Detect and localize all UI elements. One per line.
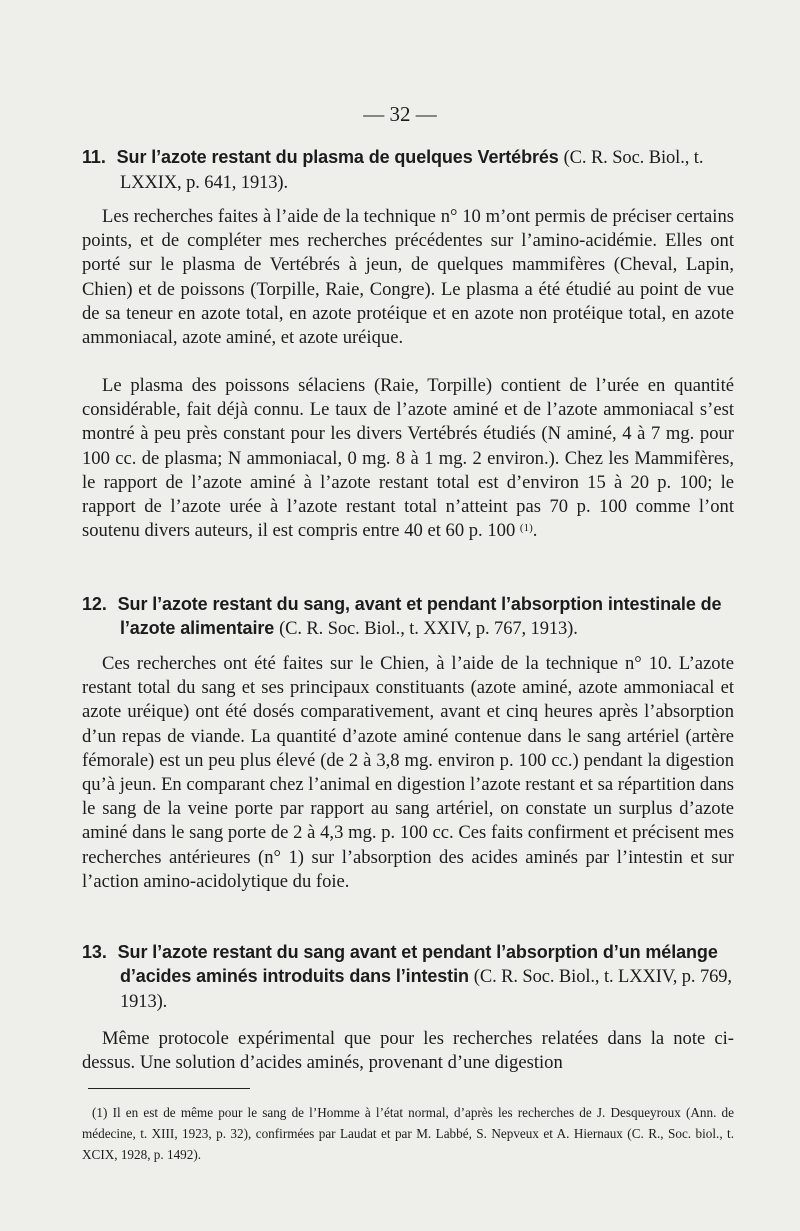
entry-12-heading (82, 592, 732, 641)
footnote-mark: (1) (92, 1105, 108, 1120)
footnote-divider (88, 1088, 250, 1089)
entry-11-heading (82, 145, 732, 195)
entry-11-paragraph-2-text: Le plasma des poissons sélaciens (Raie, Torpille) contient de l’urée en quantité considérable, fait déjà connu. Le taux de l’azote aminé et de l’azote ammoniacal s’est montré à peu près constant pour les divers Vertébrés étudiés (N aminé, 4 à 7 mg. pour 100 cc. de plasma; N ammoniacal, 0 mg. 8 à 1 mg. 2 environ.). Chez les Mammifères, le rapport de l’azote aminé à l’azote restant total est d’environ 15 à 20 p. 100; le rapport de l’azote urée à l’azote restant total n’atteint pas 70 p. 100 comme l’ont soutenu divers auteurs, il est compris entre 40 et 60 p. 100 (82, 375, 734, 542)
entry-12-number: 12. (82, 594, 107, 614)
footnote (82, 1102, 734, 1165)
entry-13-title: Sur l’azote restant du sang avant et pendant l’absorption d’un mélange d’acides aminés introduits dans l’intestin (117, 942, 718, 986)
entry-13-paragraph-1: Même protocole expérimental que pour les recherches relatées dans la note ci-dessus. Une solution d’acides aminés, provenant d’une digestion (82, 1028, 734, 1074)
footnote-reference-mark: (1) (519, 522, 533, 535)
entry-11-paragraph-2: Le plasma des poissons sélaciens (Raie, Torpille) contient de l’urée en quantité considérable, fait déjà connu. Le taux de l’azote aminé et de l’azote ammoniacal s’est montré à peu près constant pour les divers Vertébrés étudiés (N aminé, 4 à 7 mg. pour 100 cc. de plasma; N ammoniacal, 0 mg. 8 à 1 mg. 2 environ.). Chez les Mammifères, le rapport de l’azote aminé à l’azote restant total est d’environ 15 à 20 p. 100; le rapport de l’azote urée à l’azote restant total n’atteint pas 70 p. 100 comme l’ont soutenu divers auteurs, il est compris entre 40 et 60 p. 100 $^{(1)}$. (82, 375, 734, 542)
entry-11-reference: (C. R. Soc. Biol., t. LXXIX, p. 641, 1913). (120, 148, 704, 193)
entry-11-title: Sur l’azote restant du plasma de quelques Vertébrés (116, 147, 559, 167)
entry-11-number: 11. (82, 147, 106, 167)
entry-12-paragraph-1: Ces recherches ont été faites sur le Chien, à l’aide de la technique n° 10. L’azote restant total du sang et ses principaux constituants (azote aminé, azote ammoniacal et azote uréique) ont été dosés comparativement, avant et cinq heures après l’absorption d’un repas de viande. La quantité d’azote aminé contenue dans le sang artériel (artère fémorale) est un peu plus élevé (de 2 à 3,8 mg. environ p. 100 cc.) pendant la digestion qu’à jeun. En comparant chez l’animal en digestion l’azote restant et sa répartition dans le sang de la veine porte par rapport au sang artériel, on constate un surplus d’azote aminé dans le sang porte de 2 à 4,3 mg. p. 100 cc. Ces faits confirment et précisent mes recherches antérieures (n° 1) sur l’absorption des acides aminés par l’intestin et sur l’action amino-acidolytique du foie. (82, 653, 734, 892)
entry-11-paragraph-1: Les recherches faites à l’aide de la technique n° 10 m’ont permis de préciser certains points, et de compléter mes recherches précédentes sur l’amino-acidémie. Elles ont porté sur le plasma de Vertébrés à jeun, de quelques mammifères (Cheval, Lapin, Chien) et de poissons (Torpille, Raie, Congre). Le plasma a été étudié au point de vue de sa teneur en azote total, en azote protéique et en azote non protéique total, en azote ammoniacal, azote aminé, et azote uréique. (82, 206, 734, 349)
entry-13-number: 13. (82, 942, 107, 962)
entry-13-heading (82, 940, 732, 1014)
entry-12-title: Sur l’azote restant du sang, avant et pendant l’absorption intestinale de l’azote alimentaire (117, 594, 722, 638)
footnote-text: Il en est de même pour le sang de l’Homme à l’état normal, d’après les recherches de J. Desqueyroux (Ann. de médecine, t. XIII, 1923, p. 32), confirmées par Laudat et par M. Labbé, S. Nepveux et A. Hiernaux (C. R., Soc. biol., t. XCIX, 1928, p. 1492). (82, 1105, 734, 1162)
entry-12-reference: (C. R. Soc. Biol., t. XXIV, p. 767, 1913). (279, 619, 578, 639)
page-number: — 32 — (363, 102, 437, 126)
entry-13-reference: (C. R. Soc. Biol., t. LXXIV, p. 769, 1913). (120, 967, 732, 1012)
